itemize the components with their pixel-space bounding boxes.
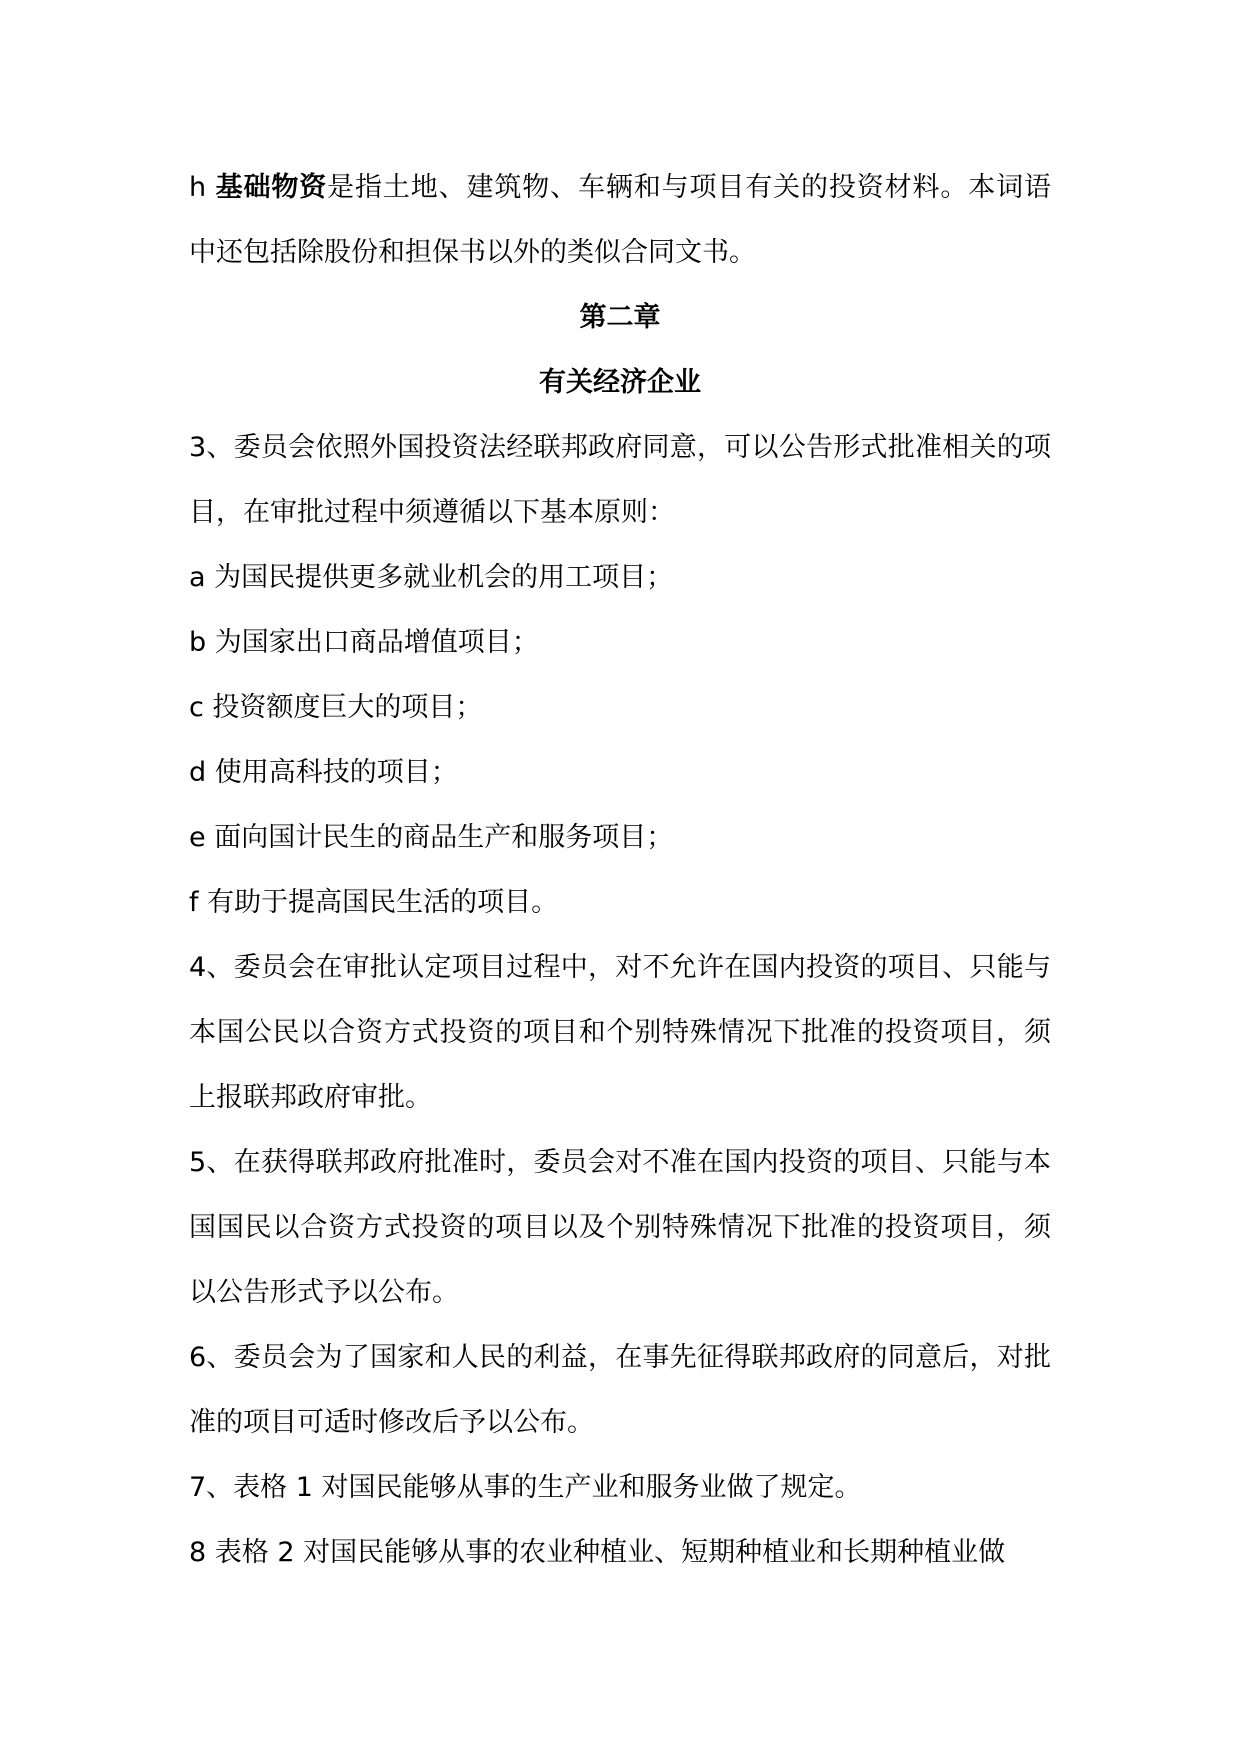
article-6: 6、委员会为了国家和人民的利益，在事先征得联邦政府的同意后，对批准的项目可适时修改后予以公布。	[189, 1342, 1051, 1438]
document-page	[189, 155, 1051, 1715]
chapter-number: 第二章	[579, 302, 661, 333]
definition-text: 是指土地、建筑物、车辆和与项目有关的投资材料。本词语中还包括除股份和担保书以外的类似合同文书。	[189, 172, 1051, 268]
article-8: 8 表格 2 对国民能够从事的农业种植业、短期种植业和长期种植业做	[189, 1537, 1006, 1568]
principle-f: f 有助于提高国民生活的项目。	[189, 887, 559, 918]
article-5: 5、在获得联邦政府批准时，委员会对不准在国内投资的项目、只能与本国国民以合资方式投资的项目以及个别特殊情况下批准的投资项目，须以公告形式予以公布。	[189, 1147, 1051, 1308]
chapter-title: 有关经济企业	[539, 367, 701, 398]
article-4: 4、委员会在审批认定项目过程中，对不允许在国内投资的项目、只能与本国公民以合资方式投资的项目和个别特殊情况下批准的投资项目，须上报联邦政府审批。	[189, 952, 1051, 1113]
article-7: 7、表格 1 对国民能够从事的生产业和服务业做了规定。	[189, 1472, 862, 1503]
defined-term: 基础物资	[215, 172, 328, 203]
principle-c: c 投资额度巨大的项目；	[189, 692, 483, 723]
principle-b: b 为国家出口商品增值项目；	[189, 627, 539, 658]
principle-d: d 使用高科技的项目；	[189, 757, 458, 788]
definition-h	[189, 155, 1051, 285]
principle-e: e 面向国计民生的商品生产和服务项目；	[189, 822, 674, 853]
definition-prefix: h	[189, 172, 216, 203]
principle-a: a 为国民提供更多就业机会的用工项目；	[189, 562, 674, 593]
article-3: 3、委员会依照外国投资法经联邦政府同意，可以公告形式批准相关的项目，在审批过程中须遵循以下基本原则：	[189, 432, 1051, 528]
